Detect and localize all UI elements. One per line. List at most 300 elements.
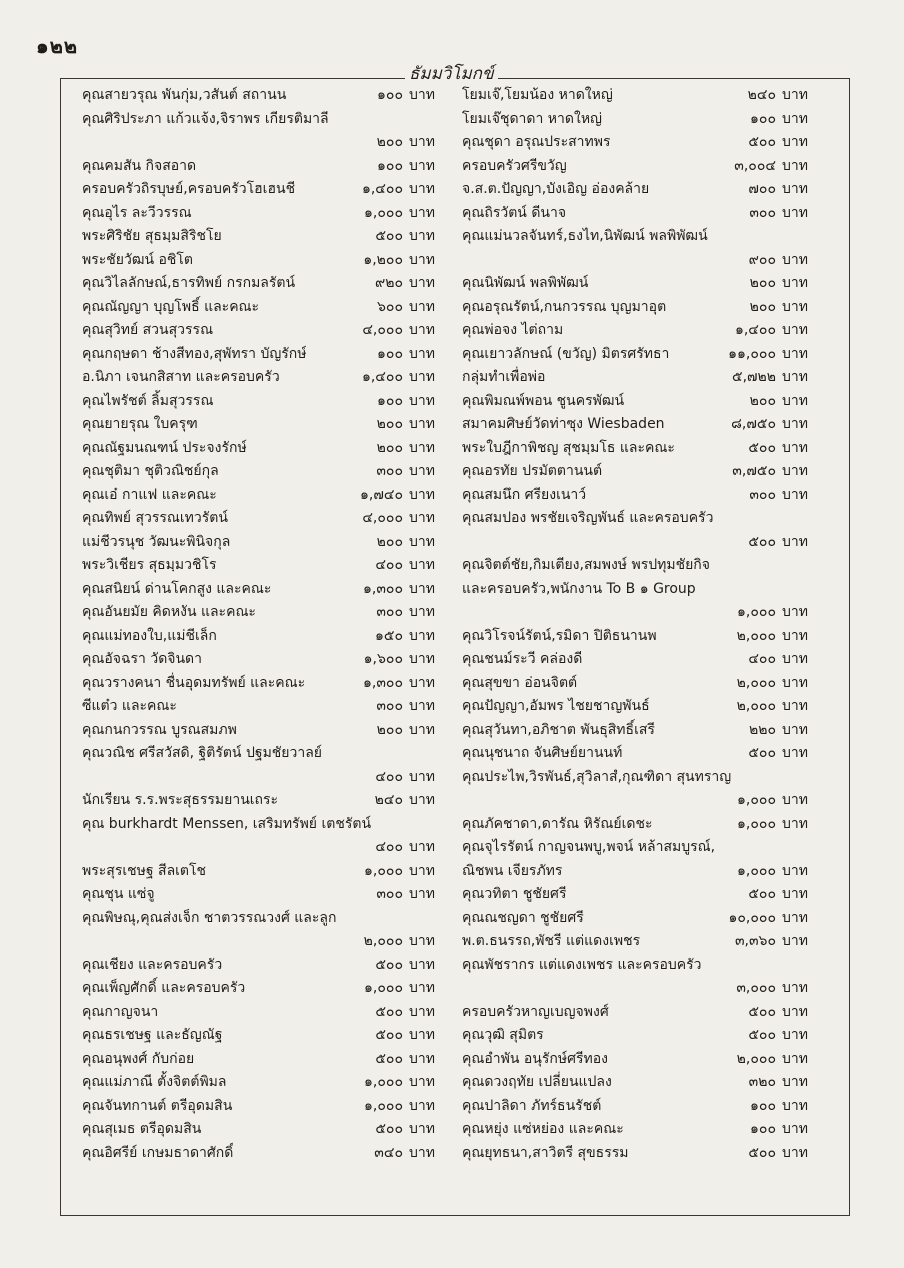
- currency-unit: บาท: [409, 275, 435, 291]
- donation-amount: ๓๐๐: [376, 604, 403, 620]
- donor-name: คุณแม่นวลจันทร์,ธงไท,นิพัฒน์ พลพิพัฒน์: [462, 228, 708, 244]
- donor-row: [82, 860, 457, 884]
- donor-row: [462, 742, 826, 766]
- donor-row: [462, 390, 826, 414]
- donor-row: [462, 907, 826, 931]
- donation-amount: ๒๔๐: [747, 87, 776, 103]
- donor-name: คุณเพ็ญศักดิ์ และครอบครัว: [82, 980, 246, 996]
- donor-row: [462, 1142, 826, 1166]
- currency-unit: บาท: [409, 486, 435, 503]
- donor-row: [82, 601, 457, 625]
- donation-amount: ๑,๓๐๐: [363, 580, 403, 597]
- donor-name: คุณประไพ,วิรพันธ์,สุวิลาสํ,กุณฑิดา สุนทราญ: [462, 768, 732, 785]
- currency-unit: บาท: [409, 1144, 435, 1161]
- donation-amount: ๑,๖๐๐: [363, 651, 403, 667]
- donor-name: คุณจันทกานต์ ตรีอุดมสิน: [82, 1097, 233, 1114]
- currency-unit: บาท: [782, 533, 808, 550]
- donor-name: คุณอุไร ละวีวรรณ: [82, 204, 192, 221]
- donation-amount: ๖๐๐: [377, 298, 403, 315]
- currency-unit: บาท: [409, 439, 435, 456]
- donation-amount: ๑,๐๐๐: [737, 792, 776, 808]
- donor-row: [462, 202, 826, 226]
- donor-row: [462, 625, 826, 649]
- donor-row: [462, 225, 826, 249]
- currency-unit: บาท: [782, 345, 808, 362]
- donor-row: [462, 319, 826, 343]
- donor-column-right: [462, 84, 826, 1165]
- donation-amount: ๑๐๐: [377, 87, 403, 103]
- donor-name: คุณสนิยน์ ด่านโคกสูง และคณะ: [82, 580, 272, 597]
- donor-row: [82, 84, 457, 108]
- donation-amount: ๑,๐๐๐: [364, 980, 403, 996]
- donor-row: [462, 460, 826, 484]
- currency-unit: บาท: [409, 721, 435, 738]
- currency-unit: บาท: [782, 627, 808, 644]
- donor-row: [82, 719, 457, 743]
- donor-name: คุณณัฐมนณฑน์ ประจงรักษ์: [82, 439, 247, 456]
- donor-row: [82, 225, 457, 249]
- donation-amount: ๑,๔๐๐: [361, 181, 403, 197]
- donor-row: [82, 648, 457, 672]
- donation-amount: ๓,๐๐๔: [734, 157, 776, 174]
- donor-row: [462, 484, 826, 508]
- donation-amount: ๓๐๐: [749, 486, 776, 503]
- donor-row: [462, 836, 826, 860]
- donor-row: [462, 789, 826, 813]
- donation-amount: ๓,๗๕๐: [732, 463, 776, 479]
- donor-row: [462, 1071, 826, 1095]
- donor-name: คุณณชญดา ชูชัยศรี: [462, 909, 584, 926]
- donation-amount: ๗๐๐: [748, 181, 776, 197]
- donor-row: [462, 719, 826, 743]
- currency-unit: บาท: [409, 956, 435, 973]
- currency-unit: บาท: [409, 580, 435, 597]
- currency-unit: บาท: [409, 651, 435, 667]
- donation-amount: ๒๐๐: [749, 275, 776, 291]
- currency-unit: บาท: [409, 1003, 435, 1020]
- donation-amount: ๒,๐๐๐: [363, 933, 403, 949]
- donor-row: [82, 1142, 457, 1166]
- donation-amount: ๑,๐๐๐: [737, 862, 776, 879]
- currency-unit: บาท: [409, 674, 435, 691]
- currency-unit: บาท: [409, 1097, 435, 1114]
- donor-row: [82, 319, 457, 343]
- donor-name: คุณทิพย์ สุวรรณเทวรัตน์: [82, 510, 228, 526]
- donor-name: คุณสุวันทา,อภิชาต พันธุสิทธิ์เสรี: [462, 721, 655, 738]
- donation-amount: ๑๐๐: [377, 157, 403, 174]
- currency-unit: บาท: [782, 1121, 808, 1137]
- currency-unit: บาท: [782, 1074, 808, 1090]
- currency-unit: บาท: [409, 839, 435, 855]
- currency-unit: บาท: [782, 1027, 808, 1043]
- donor-name: คุณสุขขา อ่อนจิตต์: [462, 674, 578, 691]
- donation-amount: ๑,๐๐๐: [364, 204, 403, 221]
- donation-amount: ๕๐๐: [748, 134, 776, 150]
- currency-unit: บาท: [409, 463, 435, 479]
- currency-unit: บาท: [409, 557, 435, 573]
- donation-amount: ๒๐๐: [376, 416, 403, 432]
- donor-row: [82, 272, 457, 296]
- donor-row: [82, 1024, 457, 1048]
- donor-row: [82, 695, 457, 719]
- currency-unit: บาท: [409, 533, 435, 550]
- donor-name: คุณนิพัฒน์ พลพิพัฒน์: [462, 275, 589, 291]
- donor-row: [462, 531, 826, 555]
- donor-name: คุณสุเมธ ตรีอุดมสิน: [82, 1121, 202, 1137]
- donor-name: คุณแม่ภาณี ตั้งจิตต์พิมล: [82, 1074, 227, 1090]
- donation-amount: ๒๐๐: [376, 439, 403, 456]
- currency-unit: บาท: [409, 1050, 435, 1067]
- donation-amount: ๑๕๐: [374, 627, 403, 644]
- donor-row: [82, 836, 457, 860]
- donor-name: คุณจุไรรัตน์ กาญจนพบู,พจน์ หล้าสมบูรณ์,: [462, 839, 716, 855]
- currency-unit: บาท: [782, 181, 808, 197]
- donor-name: คุณแม่ทองใบ,แม่ชีเล็ก: [82, 627, 217, 644]
- donor-row: [82, 366, 457, 390]
- donation-amount: ๕๐๐: [748, 1144, 776, 1161]
- donor-row: [462, 84, 826, 108]
- donation-amount: ๕๐๐: [748, 439, 776, 456]
- donation-amount: ๒๐๐: [749, 392, 776, 409]
- running-title: ธัมมวิโมกข์: [405, 60, 498, 87]
- donor-name: โยมเจ๊,โยมน้อง หาดใหญ่: [462, 87, 613, 103]
- donor-row: [462, 930, 826, 954]
- donation-amount: ๑,๒๐๐: [363, 251, 403, 268]
- donor-column-left: [82, 84, 457, 1165]
- currency-unit: บาท: [409, 157, 435, 174]
- donor-name: คุณวุฒิ สุมิตร: [462, 1027, 544, 1043]
- donor-row: [462, 554, 826, 578]
- donor-name: คุณวณิช ศรีสวัสดิ, ฐิติรัตน์ ปฐมชัยวาลย์: [82, 745, 323, 761]
- donor-name: คุณ burkhardt Menssen, เสริมทรัพย์ เตชรัตน์: [82, 815, 372, 832]
- donor-name: คุณอำพัน อนุรักษ์ศรีทอง: [462, 1050, 608, 1067]
- donor-name: คุณชุติมา ชุติวณิชย์กุล: [82, 463, 219, 479]
- donor-row: [82, 789, 457, 813]
- currency-unit: บาท: [409, 768, 435, 785]
- currency-unit: บาท: [409, 251, 435, 268]
- currency-unit: บาท: [409, 604, 435, 620]
- donor-name: ครอบครัวถิรบุษย์,ครอบครัวโฮเฮนชี: [82, 181, 296, 197]
- donor-row: [82, 413, 457, 437]
- donor-name: คุณอันยมัย คิดหงัน และคณะ: [82, 604, 256, 620]
- donor-name: คุณสุวิทย์ สวนสุวรรณ: [82, 322, 214, 338]
- donation-amount: ๕๐๐: [375, 1050, 403, 1067]
- currency-unit: บาท: [782, 486, 808, 503]
- donor-name: พระสุรเชษฐ สีลเตโช: [82, 862, 207, 879]
- donor-name: พระชัยวัฒน์ อชิโต: [82, 251, 194, 268]
- donation-amount: ๒๒๐: [748, 721, 776, 738]
- currency-unit: บาท: [782, 392, 808, 409]
- donor-name: คุณสมนึก ศรียงเนาว์: [462, 486, 587, 503]
- donor-row: [82, 108, 457, 132]
- donor-row: [462, 413, 826, 437]
- donation-amount: ๓๐๐: [376, 698, 403, 714]
- donor-row: [82, 578, 457, 602]
- donor-row: [462, 672, 826, 696]
- donation-amount: ๓๐๐: [376, 463, 403, 479]
- donor-row: [462, 272, 826, 296]
- currency-unit: บาท: [782, 1003, 808, 1020]
- donor-row: [462, 178, 826, 202]
- donor-name: คุณคมสัน กิจสอาด: [82, 157, 197, 174]
- currency-unit: บาท: [782, 322, 808, 338]
- currency-unit: บาท: [409, 698, 435, 714]
- currency-unit: บาท: [782, 275, 808, 291]
- donor-row: [82, 813, 457, 837]
- donor-name: คุณวทิตา ชูชัยศรี: [462, 886, 567, 902]
- donor-row: [82, 460, 457, 484]
- currency-unit: บาท: [782, 416, 808, 432]
- donor-row: [82, 1095, 457, 1119]
- donor-row: [462, 766, 826, 790]
- donation-amount: ๑๐๐: [377, 392, 403, 409]
- donor-name: พระวิเชียร สุธมฺมวชิโร: [82, 557, 217, 573]
- donor-name: คุณจิตต์ชัย,กิมเตียง,สมพงษ์ พรปทุมชัยกิจ: [462, 557, 710, 573]
- donor-row: [82, 531, 457, 555]
- donor-row: [462, 249, 826, 273]
- donation-amount: ๔๐๐: [375, 768, 403, 785]
- donation-amount: ๑,๐๐๐: [364, 862, 403, 879]
- donation-amount: ๒๔๐: [374, 792, 403, 808]
- donor-row: [82, 178, 457, 202]
- currency-unit: บาท: [782, 204, 808, 221]
- donor-row: [82, 554, 457, 578]
- donor-name: คุณปาลิดา ภัทร์ธนรัชต์: [462, 1097, 602, 1114]
- donor-row: [82, 977, 457, 1001]
- currency-unit: บาท: [409, 1074, 435, 1090]
- donor-name: กลุ่มทำเพื่อพ่อ: [462, 369, 546, 385]
- donor-name: ครอบครัวศรีขวัญ: [462, 157, 567, 174]
- donor-name: คุณภัคชาดา,ดารัณ หิรัณย์เดชะ: [462, 815, 653, 832]
- donor-row: [82, 883, 457, 907]
- donor-row: [462, 366, 826, 390]
- currency-unit: บาท: [409, 369, 435, 385]
- currency-unit: บาท: [409, 980, 435, 996]
- donor-row: [462, 131, 826, 155]
- currency-unit: บาท: [409, 1027, 435, 1043]
- donor-name: จ.ส.ต.ปัญญา,บังเอิญ อ่องคล้าย: [462, 181, 650, 197]
- donor-name: คุณพิมณพ์พอน ชูนครพัฒน์: [462, 392, 625, 409]
- donor-name: คุณพิษณุ,คุณส่งเจ็ก ชาตวรรณวงศ์ และลูก: [82, 909, 337, 926]
- donor-row: [462, 1048, 826, 1072]
- currency-unit: บาท: [409, 933, 435, 949]
- donor-row: [462, 977, 826, 1001]
- donor-name: คุณอรุณรัตน์,กนกวรรณ บุญมาอุต: [462, 298, 667, 315]
- currency-unit: บาท: [782, 1097, 808, 1114]
- donation-amount: ๑,๐๐๐: [737, 815, 776, 832]
- donor-row: [82, 249, 457, 273]
- donor-row: [462, 1118, 826, 1142]
- donor-name: คุณยุทธนา,สาวิตรี สุขธรรม: [462, 1144, 629, 1161]
- donor-row: [82, 155, 457, 179]
- currency-unit: บาท: [782, 1144, 808, 1161]
- currency-unit: บาท: [409, 228, 435, 244]
- donor-name: คุณดวงฤทัย เปลี่ยนแปลง: [462, 1074, 612, 1090]
- currency-unit: บาท: [409, 298, 435, 315]
- donor-row: [82, 437, 457, 461]
- currency-unit: บาท: [409, 181, 435, 197]
- currency-unit: บาท: [782, 604, 808, 620]
- donor-row: [462, 1001, 826, 1025]
- donor-name: คุณไพรัชต์ ลิ้มสุวรรณ: [82, 392, 214, 409]
- donor-name: คุณชุดา อรุณประสาทพร: [462, 134, 611, 150]
- currency-unit: บาท: [409, 345, 435, 362]
- donor-name: พระศิริชัย สุธมฺมสิริชโย: [82, 228, 222, 244]
- donor-name: คุณอัจฉรา วัดจินดา: [82, 651, 203, 667]
- donor-row: [462, 1095, 826, 1119]
- donor-row: [82, 390, 457, 414]
- donor-row: [462, 860, 826, 884]
- donation-amount: ๕๐๐: [748, 1003, 776, 1020]
- donation-amount: ๕๐๐: [375, 1003, 403, 1020]
- donation-amount: ๕,๗๒๒: [731, 369, 776, 385]
- donor-name: ซีแต๋ว และคณะ: [82, 698, 177, 714]
- donor-name: คุณยายรุณ ใบครุฑ: [82, 416, 198, 432]
- donation-amount: ๒๐๐: [376, 721, 403, 738]
- currency-unit: บาท: [782, 369, 808, 385]
- page-number: ๑๒๒: [36, 34, 79, 58]
- donation-amount: ๘,๗๕๐: [731, 416, 776, 432]
- donor-row: [462, 695, 826, 719]
- donation-amount: ๓๐๐: [376, 886, 403, 902]
- donor-name: คุณธรเชษฐ และธัญณัฐ: [82, 1027, 223, 1043]
- donation-amount: ๕๐๐: [375, 1027, 403, 1043]
- donation-amount: ๑,๗๔๐: [359, 486, 403, 503]
- donor-name: คุณกาญจนา: [82, 1003, 159, 1020]
- donation-amount: ๓,๓๖๐: [734, 933, 776, 949]
- currency-unit: บาท: [409, 416, 435, 432]
- donor-row: [462, 155, 826, 179]
- donor-name: คุณชุน แซ่จู: [82, 886, 155, 902]
- currency-unit: บาท: [782, 933, 808, 949]
- donor-name: นักเรียน ร.ร.พระสุธรรมยานเถระ: [82, 792, 279, 808]
- donation-amount: ๙๒๐: [374, 275, 403, 291]
- donation-amount: ๒,๐๐๐: [736, 674, 776, 691]
- donation-amount: ๑๐๐: [750, 1121, 776, 1137]
- currency-unit: บาท: [782, 886, 808, 902]
- donor-name: คุณวิโรจน์รัตน์,รมิดา ปิติธนานพ: [462, 627, 657, 644]
- donation-amount: ๑,๓๐๐: [363, 674, 403, 691]
- currency-unit: บาท: [409, 627, 435, 644]
- donor-row: [462, 1024, 826, 1048]
- donation-amount: ๓๔๐: [374, 1144, 403, 1161]
- currency-unit: บาท: [782, 674, 808, 691]
- currency-unit: บาท: [409, 886, 435, 902]
- currency-unit: บาท: [782, 980, 808, 996]
- currency-unit: บาท: [782, 721, 808, 738]
- donor-row: [82, 766, 457, 790]
- donation-amount: ๕๐๐: [375, 956, 403, 973]
- donation-amount: ๔,๐๐๐: [362, 510, 403, 526]
- donor-name: คุณเอ๋ กาแฟ และคณะ: [82, 486, 217, 503]
- currency-unit: บาท: [409, 87, 435, 103]
- donation-amount: ๕๐๐: [748, 745, 776, 761]
- donor-name: คุณเชียง และครอบครัว: [82, 956, 223, 973]
- donor-name: คุณนุชนาถ จันศิษย์ยานนท์: [462, 745, 623, 761]
- donor-row: [82, 1118, 457, 1142]
- donor-name: คุณชนม์ระวี คล่องดี: [462, 651, 583, 667]
- donation-amount: ๔๐๐: [748, 651, 776, 667]
- donation-amount: ๑,๔๐๐: [734, 322, 776, 338]
- donor-name: คุณหยุ่ง แซ่หย่อง และคณะ: [462, 1121, 624, 1137]
- donation-amount: ๑,๐๐๐: [364, 1074, 403, 1090]
- donation-amount: ๕๐๐: [375, 228, 403, 244]
- currency-unit: บาท: [782, 439, 808, 456]
- donor-name: คุณวิไลลักษณ์,ธารทิพย์ กรกมลรัตน์: [82, 275, 296, 291]
- donor-name: คุณสมปอง พรชัยเจริญพันธ์ และครอบครัว: [462, 510, 714, 526]
- donor-row: [82, 625, 457, 649]
- currency-unit: บาท: [782, 251, 808, 268]
- donor-row: [462, 954, 826, 978]
- donor-name: คุณณัญญา บุญโพธิ์ และคณะ: [82, 298, 260, 315]
- donor-name: คุณวรางคนา ชื่นอุดมทรัพย์ และคณะ: [82, 674, 306, 691]
- donor-name: คุณศิริประภา แก้วแจ้ง,จิราพร เกียรติมาลี: [82, 110, 329, 127]
- currency-unit: บาท: [782, 698, 808, 714]
- donor-row: [462, 813, 826, 837]
- donor-row: [82, 672, 457, 696]
- donation-amount: ๕๐๐: [748, 886, 776, 902]
- currency-unit: บาท: [409, 204, 435, 221]
- donor-name: คุณพัชรากร แต่แดงเพชร และครอบครัว: [462, 956, 702, 973]
- donor-row: [82, 930, 457, 954]
- donation-amount: ๒,๐๐๐: [736, 1050, 776, 1067]
- donation-amount: ๑,๐๐๐: [737, 604, 776, 620]
- donor-row: [462, 883, 826, 907]
- currency-unit: บาท: [782, 909, 808, 926]
- donor-row: [82, 202, 457, 226]
- donor-row: [82, 1071, 457, 1095]
- donor-name: โยมเจ๊ชุดาดา หาดใหญ่: [462, 110, 602, 127]
- currency-unit: บาท: [409, 392, 435, 409]
- donation-amount: ๔,๐๐๐: [362, 322, 403, 338]
- currency-unit: บาท: [782, 298, 808, 315]
- donor-row: [462, 648, 826, 672]
- donation-amount: ๒,๐๐๐: [736, 698, 776, 714]
- donor-name: สมาคมศิษย์วัดท่าซุง Wiesbaden: [462, 416, 665, 432]
- donor-name: คุณอนุพงศ์ กับก่อย: [82, 1050, 195, 1067]
- donor-row: [462, 296, 826, 320]
- donor-row: [462, 108, 826, 132]
- donor-row: [82, 507, 457, 531]
- donor-row: [82, 954, 457, 978]
- donor-row: [82, 907, 457, 931]
- donor-row: [82, 742, 457, 766]
- donation-amount: ๔๐๐: [375, 839, 403, 855]
- donation-amount: ๓๐๐: [749, 204, 776, 221]
- currency-unit: บาท: [409, 134, 435, 150]
- donor-name: คุณกนกวรรณ บูรณสมภพ: [82, 721, 237, 738]
- donor-row: [82, 484, 457, 508]
- donor-row: [82, 1001, 457, 1025]
- donation-amount: ๙๐๐: [748, 251, 776, 268]
- donor-name: คุณอรทัย ปรมัตตานนต์: [462, 463, 603, 479]
- donor-name: ณิชพน เจียรภัทร: [462, 862, 563, 879]
- donation-amount: ๒๐๐: [376, 134, 403, 150]
- donation-amount: ๑,๐๐๐: [364, 1097, 403, 1114]
- donation-amount: ๕๐๐: [748, 1027, 776, 1043]
- currency-unit: บาท: [782, 862, 808, 879]
- donation-amount: ๒๐๐: [749, 298, 776, 315]
- donation-amount: ๑๑,๐๐๐: [728, 345, 776, 362]
- donation-amount: ๓,๐๐๐: [736, 980, 776, 996]
- donation-amount: ๑๐๐: [750, 1097, 776, 1114]
- donor-row: [462, 601, 826, 625]
- donation-amount: ๕๐๐: [748, 533, 776, 550]
- donation-amount: ๓๒๐: [748, 1074, 776, 1090]
- currency-unit: บาท: [782, 134, 808, 150]
- donation-amount: ๑,๔๐๐: [361, 369, 403, 385]
- donor-name: คุณพ่อจง ไต่ถาม: [462, 322, 564, 338]
